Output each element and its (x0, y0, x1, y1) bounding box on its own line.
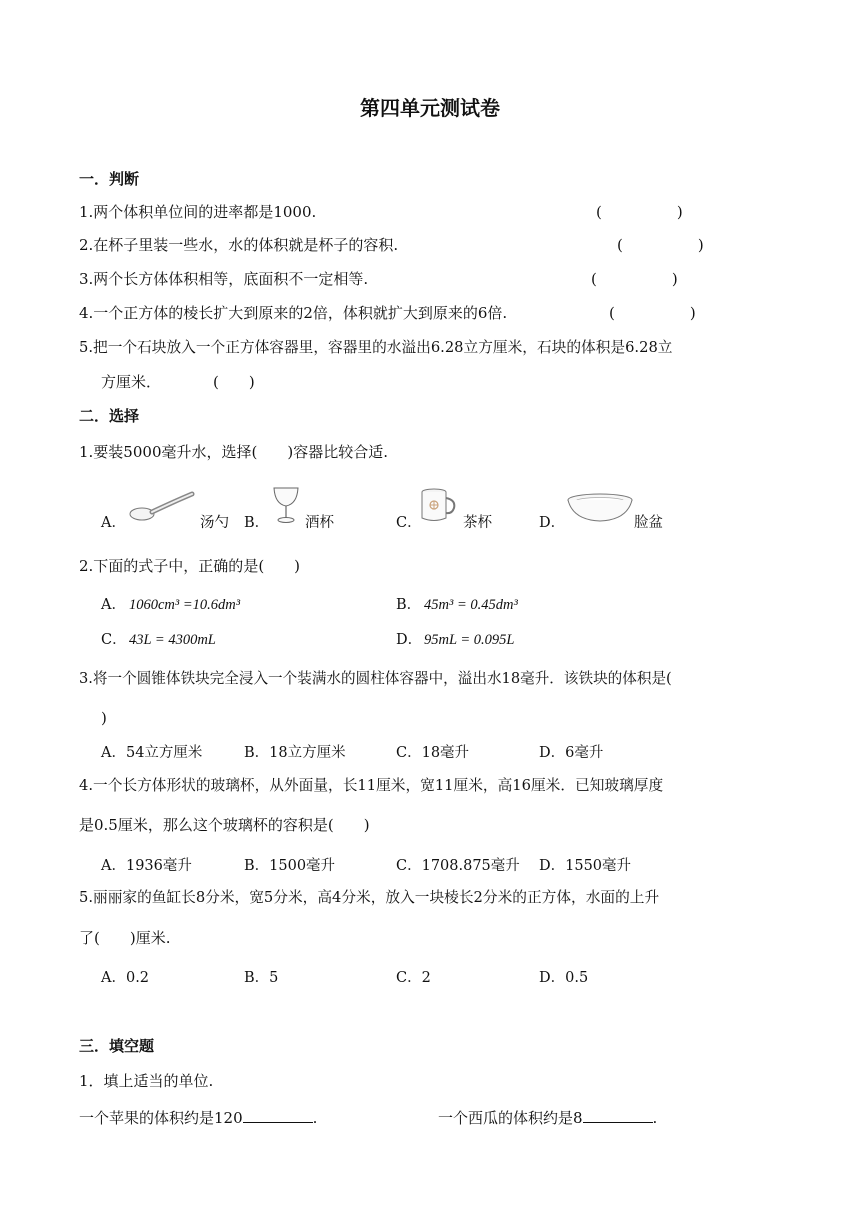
section-heading-choice: 二．选择 (79, 407, 140, 425)
answer-bracket[interactable]: ( ) (609, 304, 696, 322)
option-expr-b: 45m³ = 0.45dm³ (424, 597, 518, 613)
choice-question-3-cont: ) (101, 709, 107, 727)
fill-prefix-apple: 一个苹果的体积约是120 (79, 1109, 243, 1127)
judge-question-2: 2.在杯子里装一些水，水的体积就是杯子的容积. (79, 236, 399, 254)
section-heading-fill: 三．填空题 (79, 1037, 155, 1055)
option-letter-b: B． (396, 597, 422, 613)
option-expr-c: 43L = 4300mL (129, 632, 216, 648)
fill-suffix: . (312, 1109, 318, 1127)
answer-blank[interactable] (583, 1108, 653, 1123)
option-b: B．18立方厘米 (244, 745, 346, 761)
option-letter-d: D． (539, 515, 566, 531)
option-a: A．1936毫升 (101, 858, 192, 874)
option-letter-c: C． (396, 515, 422, 531)
ladle-icon (128, 486, 198, 524)
answer-bracket[interactable]: ( ) (591, 270, 678, 288)
option-letter-b: B． (244, 515, 270, 531)
fill-prefix-watermelon: 一个西瓜的体积约是8 (438, 1109, 583, 1127)
answer-blank[interactable] (243, 1108, 313, 1123)
option-d: D．6毫升 (539, 745, 604, 761)
page-title: 第四单元测试卷 (360, 96, 500, 120)
option-expr-d: 95mL = 0.095L (424, 632, 515, 648)
option-a: A．54立方厘米 (101, 745, 203, 761)
option-letter-d: D． (396, 632, 423, 648)
option-b: B．5 (244, 970, 279, 986)
judge-question-4: 4.一个正方体的棱长扩大到原来的2倍，体积就扩大到原来的6倍. (79, 304, 508, 322)
option-label-b: 酒杯 (305, 515, 334, 531)
option-letter-a: A． (101, 597, 126, 613)
option-c: C．18毫升 (396, 745, 470, 761)
option-letter-a: A． (101, 515, 126, 531)
option-label-c: 茶杯 (463, 515, 492, 531)
answer-bracket[interactable]: ( ) (213, 373, 255, 391)
option-c: C．1708.875毫升 (396, 858, 520, 874)
fill-line-right (438, 1108, 657, 1126)
section-heading-judge: 一．判断 (79, 170, 140, 188)
option-d: D．1550毫升 (539, 858, 632, 874)
wine-glass-icon (269, 484, 303, 526)
answer-bracket[interactable]: ( ) (596, 203, 683, 221)
option-label-a: 汤勺 (200, 515, 229, 531)
choice-question-4-cont: 是0.5厘米，那么这个玻璃杯的容积是( ) (79, 816, 370, 834)
choice-question-5-cont: 了( )厘米. (79, 929, 171, 947)
judge-question-3: 3.两个长方体体积相等，底面积不一定相等. (79, 270, 369, 288)
fill-suffix: . (652, 1109, 658, 1127)
judge-question-1: 1.两个体积单位间的进率都是1000. (79, 203, 317, 221)
option-a: A．0.2 (101, 970, 150, 986)
choice-question-2: 2.下面的式子中，正确的是( ) (79, 557, 301, 575)
option-c: C．2 (396, 970, 431, 986)
option-d: D．0.5 (539, 970, 589, 986)
washbasin-icon (565, 492, 635, 524)
fill-line-left (79, 1108, 317, 1126)
option-letter-c: C． (101, 632, 127, 648)
option-label-d: 脸盆 (634, 515, 663, 531)
choice-question-5: 5.丽丽家的鱼缸长8分米，宽5分米，高4分米，放入一块棱长2分米的正方体，水面的上升 (79, 889, 660, 906)
option-expr-a: 1060cm³ =10.6dm³ (129, 597, 241, 613)
option-b: B．1500毫升 (244, 858, 336, 874)
fill-question-1: 1．填上适当的单位. (79, 1072, 214, 1090)
choice-question-3: 3.将一个圆锥体铁块完全浸入一个装满水的圆柱体容器中，溢出水18毫升．该铁块的体积是( (79, 670, 672, 687)
judge-question-5-cont: 方厘米． (101, 373, 162, 391)
choice-question-1: 1.要装5000毫升水，选择( )容器比较合适. (79, 443, 388, 461)
judge-question-5: 5.把一个石块放入一个正方体容器里，容器里的水溢出6.28立方厘米，石块的体积是6.28立 (79, 339, 673, 356)
choice-question-4: 4.一个长方体形状的玻璃杯，从外面量，长11厘米，宽11厘米，高16厘米．已知玻璃厚度 (79, 777, 664, 794)
answer-bracket[interactable]: ( ) (617, 236, 704, 254)
tea-mug-icon (418, 486, 460, 526)
